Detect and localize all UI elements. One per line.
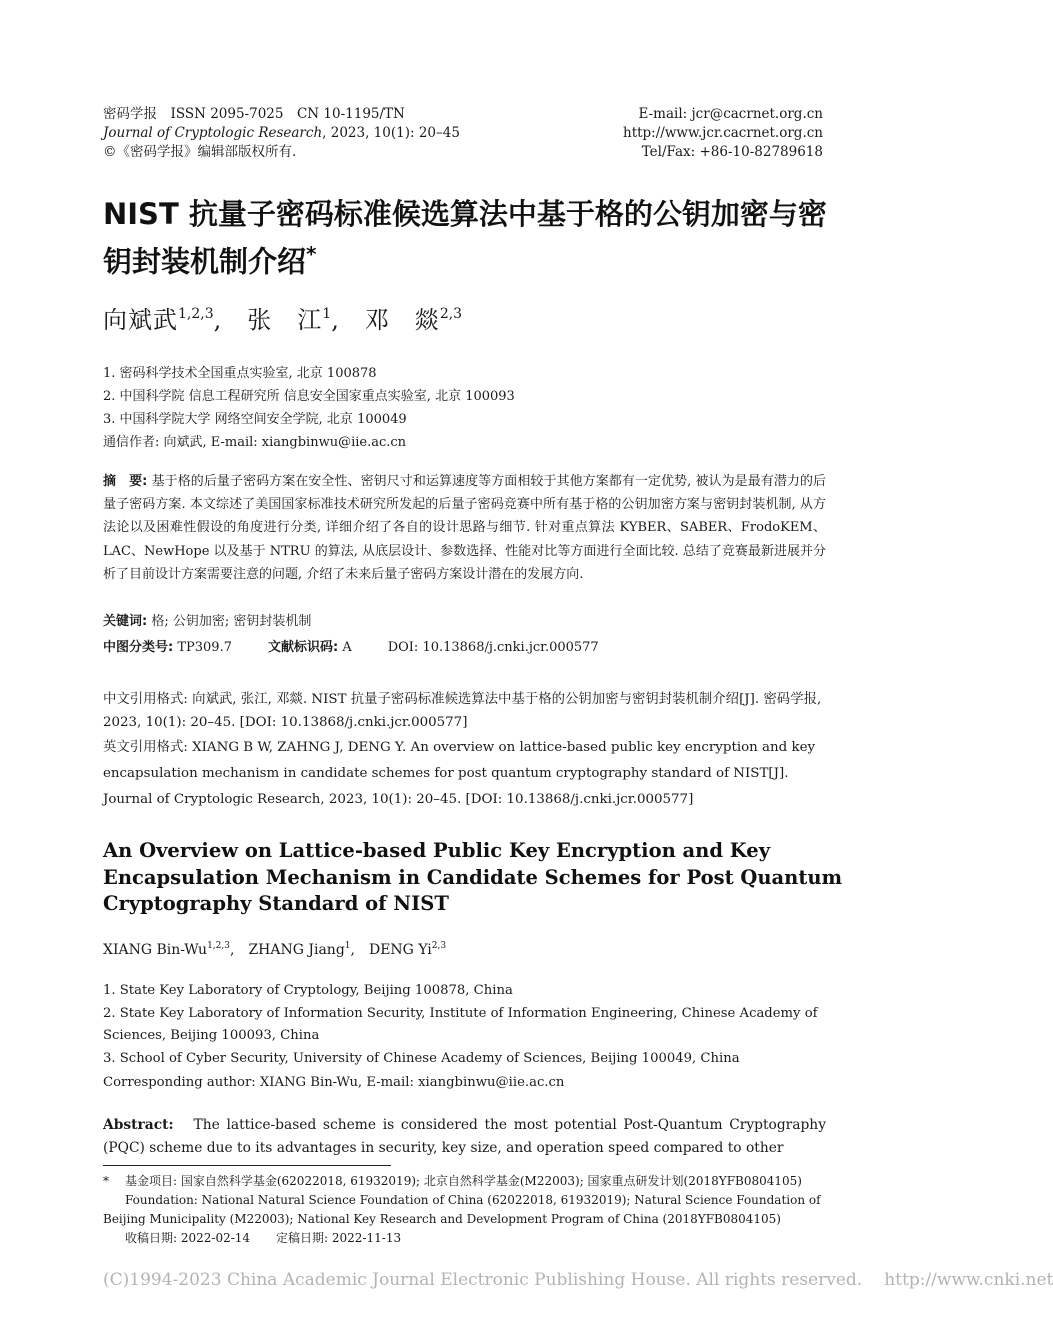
affiliation-en-item: 2. State Key Laboratory of Information Security, Institute of Information Engineering, Chinese Academy of Sciences, Beijing 100093, China: [103, 1005, 818, 1043]
author-cn-name: 张 江: [247, 306, 323, 334]
watermark-url: http://www.cnki.net: [884, 1270, 1053, 1290]
title-footnote-mark: *: [306, 242, 317, 266]
footnote-star: *: [103, 1174, 109, 1188]
keywords-cn-text: 格; 公钥加密; 密钥封装机制: [151, 614, 312, 629]
affiliation-en-item: 3. School of Cyber Security, University of Chinese Academy of Sciences, Beijing 100049, China: [103, 1050, 740, 1066]
affiliation-cn-item: 2. 中国科学院 信息工程研究所 信息安全国家重点实验室, 北京 100093: [103, 389, 515, 404]
funding-en-line: [103, 1191, 826, 1229]
abstract-cn: [103, 470, 826, 586]
dates-line: [103, 1229, 826, 1248]
authors-en: [103, 941, 446, 958]
author-en-name: ZHANG Jiang: [248, 942, 345, 958]
author-en-affil: 1: [344, 941, 351, 951]
journal-telfax: Tel/Fax: +86-10-82789618: [641, 144, 823, 160]
abstract-cn-label: 摘 要:: [103, 474, 148, 489]
author-cn-affil: 1: [322, 306, 332, 322]
paper-title-cn: [103, 194, 843, 282]
footnote-divider: [103, 1165, 391, 1166]
keywords-cn-label: 关键词:: [103, 614, 148, 629]
citation-cn: 中文引用格式: 向斌武, 张江, 邓燚. NIST 抗量子密码标准候选算法中基于格的公钥加密与密钥封装机制介绍[J]. 密码学报, 2023, 10(1): 20–45. [DOI: 10.13868/j.cnki.jcr.000577]: [103, 692, 822, 730]
author-cn-sep: ,: [213, 306, 248, 334]
author-cn-name: 向斌武: [103, 306, 178, 334]
journal-header-right: [623, 105, 823, 162]
revised-date: 定稿日期: 2022-11-13: [276, 1231, 402, 1245]
funding-en: Foundation: National Natural Science Foundation of China (62022018, 61932019); Natural Science Foundation of Beijing Municipality (M22003); National Key Research and Development Program of China (2018YFB0804105): [103, 1193, 821, 1226]
corresponding-author-cn: 通信作者: 向斌武, E-mail: xiangbinwu@iie.ac.cn: [103, 435, 407, 450]
paper-title-en: An Overview on Lattice-based Public Key Encryption and Key Encapsulation Mechanism in Candidate Schemes for Post Quantum Cryptography Standard of NIST: [103, 839, 843, 915]
abstract-cn-text: 基于格的后量子密码方案在安全性、密钥尺寸和运算速度等方面相较于其他方案都有一定优势, 被认为是最有潜力的后量子密码方案. 本文综述了美国国家标准技术研究所发起的后量子密码竞赛中所有基于格的公钥加密方案与密钥封装机制, 从方法论以及困难性假设的角度进行分类, 详细介绍了各自的设计思路与细节. 针对重点算法 KYBER、SABER、FrodoKEM、LAC、NewHope 以及基于 NTRU 的算法, 从底层设计、参数选择、性能对比等方面进行全面比较. 总结了竞赛最新进展并分析了目前设计方案需要注意的问题, 介绍了未来后量子密码方案设计潜在的发展方向.: [103, 474, 827, 582]
journal-name-en: Journal of Cryptologic Research: [103, 125, 323, 141]
affiliation-en-item: 1. State Key Laboratory of Cryptology, Beijing 100878, China: [103, 983, 513, 998]
footnote: [103, 1172, 826, 1248]
clc-value: TP309.7: [177, 640, 232, 655]
author-cn-name: 邓 燚: [364, 306, 440, 334]
copyright-line: ©《密码学报》编辑部版权所有.: [103, 144, 297, 160]
journal-citation-line: [103, 124, 460, 143]
author-cn-affil: 1,2,3: [178, 306, 214, 322]
title-cn-text: NIST 抗量子密码标准候选算法中基于格的公钥加密与密钥封装机制介绍: [103, 197, 827, 279]
author-cn-affil: 2,3: [439, 306, 463, 322]
author-en-name: XIANG Bin-Wu: [103, 942, 208, 958]
affiliation-cn-item: 3. 中国科学院大学 网络空间安全学院, 北京 100049: [103, 412, 407, 427]
doc-code-value: A: [342, 640, 352, 655]
clc-label: 中图分类号:: [103, 640, 174, 655]
keywords-cn: [103, 612, 311, 632]
affiliations-cn: [103, 362, 515, 454]
doi: DOI: 10.13868/j.cnki.jcr.000577: [387, 640, 599, 655]
classification-line: [103, 638, 599, 658]
journal-header-left: [103, 105, 460, 162]
funding-cn: 基金项目: 国家自然科学基金(62022018, 61932019); 北京自然科学基金(M22003); 国家重点研发计划(2018YFB0804105): [125, 1174, 802, 1188]
journal-website: http://www.jcr.cacrnet.org.cn: [623, 125, 823, 141]
abstract-en-text: The lattice-based scheme is considered the most potential Post-Quantum Cryptography (PQC) scheme due to its advantages in security, key size, and operation speed compared to other: [103, 1117, 826, 1156]
author-en-affil: 2,3: [431, 941, 447, 951]
watermark-copyright: (C)1994-2023 China Academic Journal Electronic Publishing House. All rights reserved.: [103, 1270, 863, 1290]
author-en-affil: 1,2,3: [207, 941, 230, 951]
authors-cn: [103, 300, 462, 335]
author-en-sep: ,: [229, 942, 235, 958]
abstract-en: [103, 1114, 826, 1160]
affiliation-cn-item: 1. 密码科学技术全国重点实验室, 北京 100878: [103, 366, 377, 381]
author-en-sep: ,: [350, 942, 355, 958]
citation-en: 英文引用格式: XIANG B W, ZAHNG J, DENG Y. An overview on lattice-based public key encryption and key encapsulation mechanism in candidate schemes for post quantum cryptography standard of NIST[J]. Journal of Cryptologic Research, 2023, 10(1): 20–45. [DOI: 10.13868/j.cnki.jcr.000577]: [103, 740, 816, 807]
received-date: 收稿日期: 2022-02-14: [125, 1231, 251, 1245]
author-cn-sep: ,: [331, 306, 365, 334]
citation-block: [103, 688, 826, 813]
journal-issn-line: 密码学报 ISSN 2095-7025 CN 10-1195/TN: [103, 106, 405, 122]
journal-email: E-mail: jcr@cacrnet.org.cn: [638, 106, 823, 122]
abstract-en-label: Abstract:: [103, 1117, 174, 1133]
funding-cn-line: [103, 1172, 826, 1191]
journal-volume: , 2023, 10(1): 20–45: [322, 125, 460, 141]
affiliations-en: [103, 980, 826, 1095]
doc-code-label: 文献标识码:: [267, 640, 339, 655]
cnki-watermark: [103, 1270, 1053, 1290]
corresponding-author-en: Corresponding author: XIANG Bin-Wu, E-mail: xiangbinwu@iie.ac.cn: [103, 1075, 565, 1090]
author-en-name: DENG Yi: [368, 942, 432, 958]
